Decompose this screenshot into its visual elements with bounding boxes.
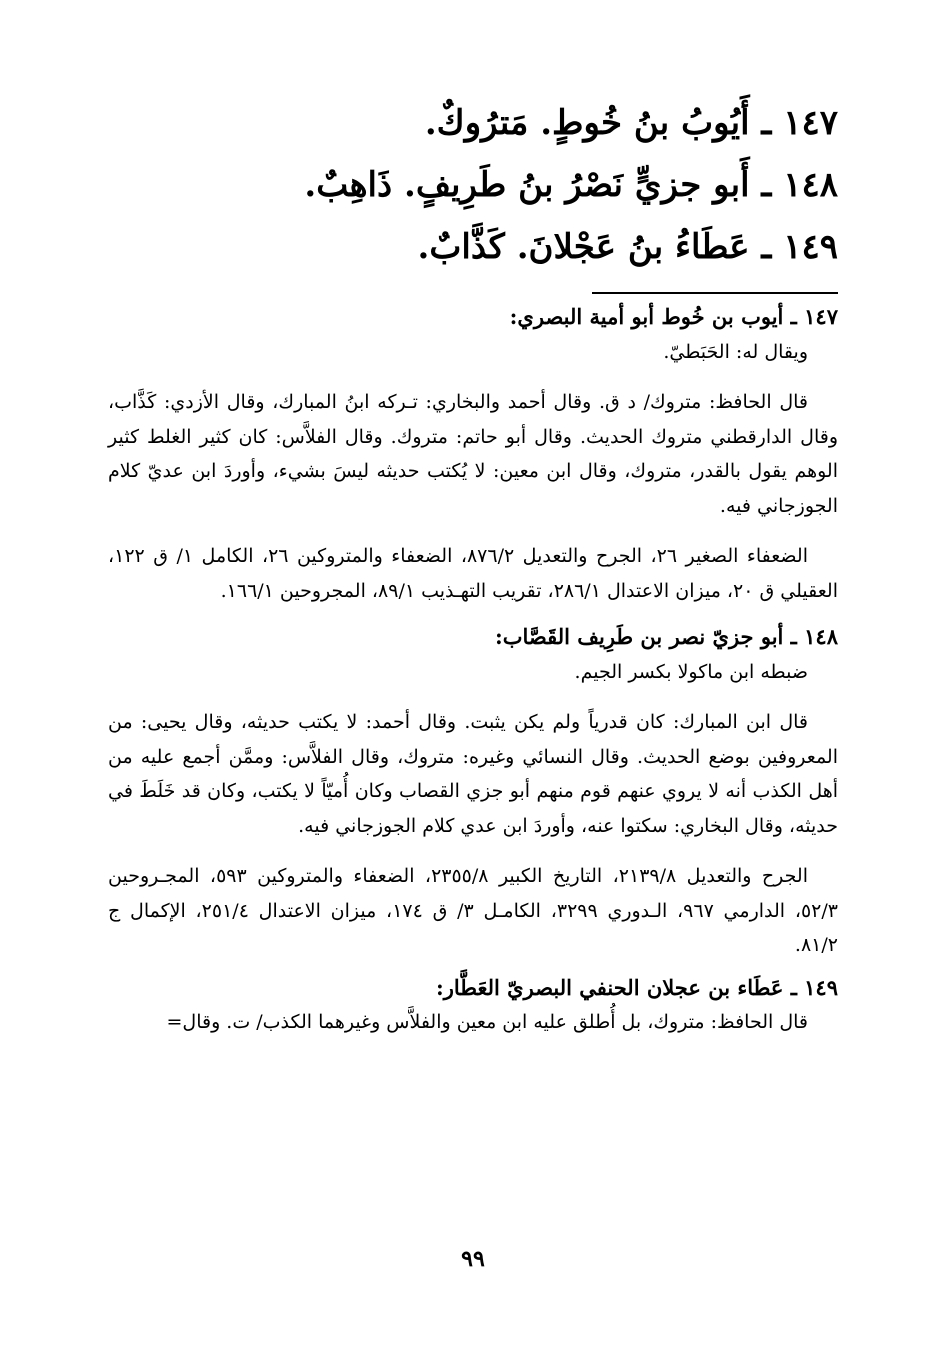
footnote-divider: [592, 292, 838, 294]
entry-references: الضعفاء الصغير ٢٦، الجرح والتعديل ٨٧٦/٢، الضعفاء والمتروكين ٢٦، الكامل ١/ ق ١٢٢، العقيلي ق ٢٠، ميزان الاعتدال ٢٨٦/١، تقريب التهـذيب ٨٩/١، المجروحين ١٦٦/١.: [108, 545, 838, 602]
entry-subline: ضبطه ابن ماكولا بكسر الجيم.: [574, 660, 808, 683]
entry-heading: ١٤٩ ـ عَطَاء بن عجلان الحنفي البصريّ العَطَّار:: [435, 974, 838, 1000]
main-entry-147: ١٤٧ ـ أَيُوبُ بنُ خُوطٍ. مَترُوكٌ.: [424, 103, 838, 143]
main-entries: [98, 92, 838, 278]
entry-147: [108, 300, 838, 608]
entry-149: [108, 971, 838, 1040]
entry-heading: ١٤٨ ـ أبو جزيّ نصر بن طَرِيف القَصَّاب:: [494, 624, 838, 649]
entry-paragraph: قال ابن المبارك: كان قدرياً ولم يكن يثبت. وقال أحمد: لا يكتب حديثه، وقال يحيى: من المعروفين بوضع الحديث. وقال النسائي وغيره: متروك، وقال الفلاَّس: وممَّن أجمع عليه من أهل الكذب أنه لا يروي عنهم قوم منهم أبو جزي القصاب وكان أُميّاً لا يكتب، وكان قد خَلَطَ في حديثه، وقال البخاري: سكتوا عنه، وأوردَ ابن عدي كلام الجوزجاني فيه.: [108, 711, 838, 837]
main-entry-149: ١٤٩ ـ عَطَاءُ بنُ عَجْلانَ. كَذَّابٌ.: [417, 227, 838, 267]
entry-references: الجرح والتعديل ٢١٣٩/٨، التاريخ الكبير ٢٣٥٥/٨، الضعفاء والمتروكين ٥٩٣، المجـروحين ٥٢/٣، الدارمي ٩٦٧، الـدوري ٣٢٩٩، الكامـل ٣/ ق ١٧٤، ميزان الاعتدال ٢٥١/٤، الإكمال ج ٨١/٢.: [108, 865, 838, 956]
page-number: ٩٩: [461, 1246, 485, 1272]
entry-paragraph: قال الحافظ: متروك/ د ق. وقال أحمد والبخاري: تـركه ابنُ المبارك، وقال الأزدي: كَذَّاب، وقال الدارقطني متروك الحديث. وقال أبو حاتم: متروك. وقال الفلاَّس: كان كثير الغلط كثير الوهم يقول بالقدر، متروك، وقال ابن معين: لا يُكتب حديثه ليسَ بشيء، وأوردَ ابن عديّ كلام الجوزجاني فيه.: [108, 391, 838, 517]
entry-heading: ١٤٧ ـ أيوب بن خُوط أبو أمية البصري:: [509, 304, 838, 329]
main-entry-148: ١٤٨ ـ أَبو جزيٍّ نَصْرُ بنُ طَرِيفٍ. ذَاهِبٌ.: [304, 165, 838, 205]
entry-148: [108, 620, 838, 963]
commentary: [108, 300, 838, 1040]
entry-subline: ويقال له: الحَبَطيّ.: [663, 340, 808, 363]
entry-paragraph: قال الحافظ: متروك، بل أُطلق عليه ابن معين والفلاَّس وغيرهما الكذب/ ت. وقال=: [166, 1011, 808, 1033]
